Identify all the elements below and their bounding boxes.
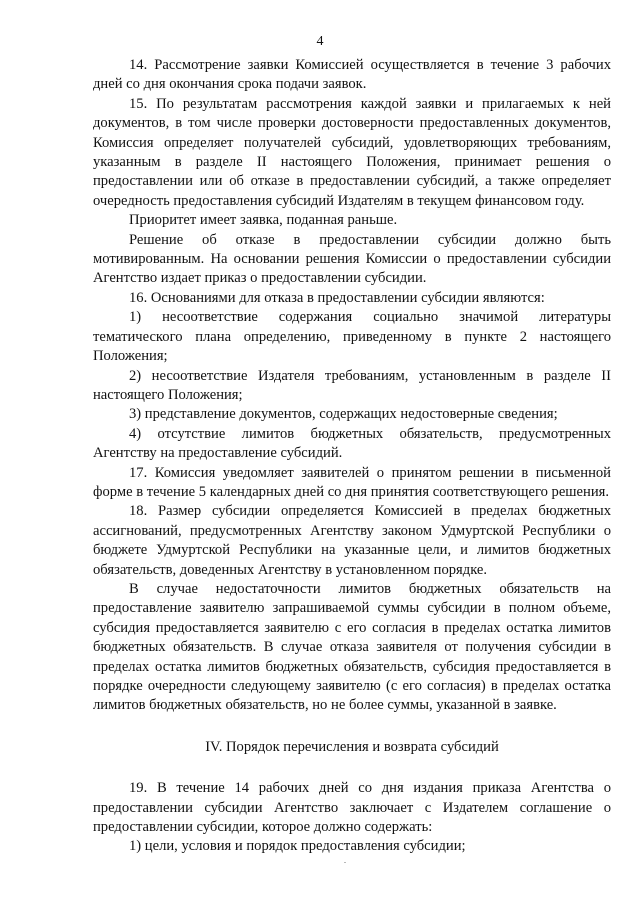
paragraph-insufficient-limits: В случае недостаточности лимитов бюджетных обязательств на предоставление заявителю запрашиваемой суммы субсидии в полном объеме, субсидия предоставляется заявителю с его согласия в пределах остатка лимитов бюджетных обязательств. В случае отказа заявителя от получения субсидии в пределах остатка лимитов бюджетных обязательств, субсидия предоставляется в порядке очередности следующему заявителю (с его согласия) в пределах остатка лимитов бюджетных обязательств, но не более суммы, указанной в заявке. xyxy=(93,580,611,714)
paragraph-refusal-decision: Решение об отказе в предоставлении субсидии должно быть мотивированным. На основании решения Комиссии о предоставлении субсидии Агентство издает приказ о предоставлении субсидии. xyxy=(93,231,611,287)
paragraph-19: 19. В течение 14 рабочих дней со дня издания приказа Агентства о предоставлении субсидии Агентство заключает с Издателем соглашение о предоставлении субсидии, которое должно содержать: xyxy=(93,780,611,836)
paragraph-16: 16. Основаниями для отказа в предоставлении субсидии являются: xyxy=(129,289,545,306)
scan-artifact xyxy=(344,862,346,863)
list-item-16-2: 2) несоответствие Издателя требованиям, установленным в разделе II настоящего Положения; xyxy=(93,367,611,403)
list-item-16-3: 3) представление документов, содержащих недостоверные сведения; xyxy=(129,406,558,423)
paragraph-14: 14. Рассмотрение заявки Комиссией осуществляется в течение 3 рабочих дней со дня окончания срока подачи заявок. xyxy=(93,57,611,93)
document-body xyxy=(93,56,611,857)
paragraph-15: 15. По результатам рассмотрения каждой заявки и прилагаемых к ней документов, в том числе проверки достоверности предоставленных документов, Комиссия определяет получателей субсидий, удовлетворяющих требованиям, указанным в разделе II настоящего Положения, принимает решения о предоставлении или об отказе в предоставлении субсидий, а также определяет очередность предоставления субсидий Издателям в текущем финансовом году. xyxy=(93,95,611,209)
paragraph-priority: Приоритет имеет заявка, поданная раньше. xyxy=(129,212,398,229)
section-heading-iv: IV. Порядок перечисления и возврата субсидий xyxy=(205,738,499,755)
paragraph-17: 17. Комиссия уведомляет заявителей о принятом решении в письменной форме в течение 5 календарных дней со дня принятия соответствующего решения. xyxy=(93,464,611,500)
paragraph-18: 18. Размер субсидии определяется Комиссией в пределах бюджетных ассигнований, предусмотренных Агентству законом Удмуртской Республики о бюджете Удмуртской Республики на указанные цели, и лимитов бюджетных обязательств, доведенных Агентству в установленном порядке. xyxy=(93,503,611,578)
list-item-16-1: 1) несоответствие содержания социально значимой литературы тематического плана определению, приведенному в пункте 2 настоящего Положения; xyxy=(93,309,611,365)
list-item-16-4: 4) отсутствие лимитов бюджетных обязательств, предусмотренных Агентству на предоставление субсидий. xyxy=(93,425,611,462)
page-number: 4 xyxy=(316,34,324,49)
list-item-19-1: 1) цели, условия и порядок предоставления субсидии; xyxy=(129,838,466,855)
